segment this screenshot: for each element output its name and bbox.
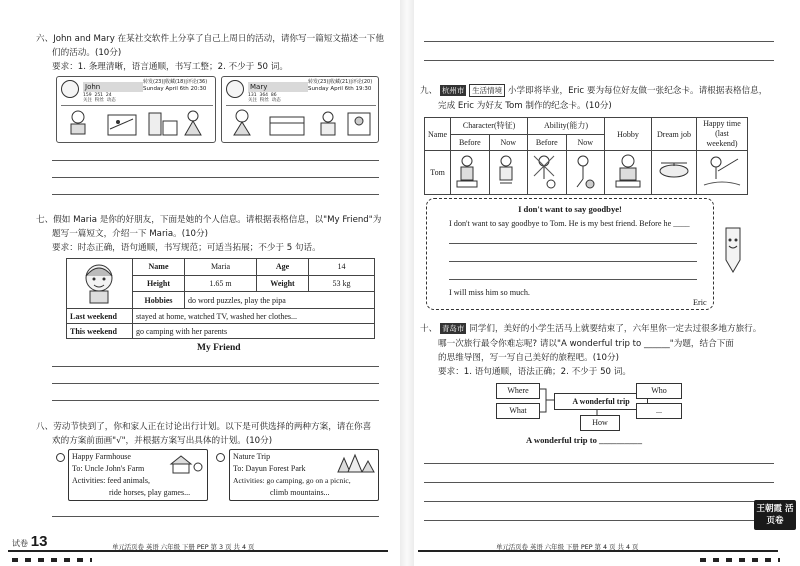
q7-requirement: 要求：时态正确，语句通顺，书写规范；可适当拓展；不少于 5 句话。 — [52, 243, 321, 253]
plan2-destination: To: Dayun Forest Park — [233, 464, 306, 473]
character-before: Before — [451, 134, 489, 151]
name-header: Name — [425, 118, 451, 151]
this-weekend-value: go camping with her parents — [133, 324, 375, 339]
q6-requirement: 要求：1. 条理清晰，语言通顺，书写工整；2. 不少于 50 词。 — [52, 62, 288, 72]
happy-time-label: Happy time — [703, 119, 741, 128]
plan2-activities: Activities: go camping, go on a picnic, — [233, 476, 351, 485]
q9-prompt-line2: 完成 Eric 为好友 Tom 制作的纪念卡。(10分) — [438, 101, 612, 111]
name-label: Name — [133, 259, 185, 276]
mindmap-how: How — [580, 415, 620, 431]
q10-prompt-line3: 的思维导图，写一写自己美好的旅程吧。(10分) — [438, 353, 619, 363]
plan2-card — [229, 449, 379, 501]
mindmap-where: Where — [496, 383, 540, 399]
page-number-badge — [12, 533, 72, 550]
writing-line[interactable] — [52, 366, 379, 367]
writing-line[interactable] — [424, 482, 774, 483]
q9-prompt-rest: 小学即将毕业，Eric 要为每位好友做一张纪念卡。请根据表格信息， — [507, 86, 768, 96]
writing-line[interactable] — [52, 194, 379, 195]
q7-essay-title: My Friend — [197, 343, 241, 353]
last-weekend-value: stayed at home, watched TV, washed her clothes... — [133, 309, 375, 324]
q8-prompt-line2: 欢的方案前面画"√"，并根据方案写出具体的计划。(10分) — [52, 436, 273, 446]
tom-dream-job-picture — [652, 151, 697, 195]
plan2-title: Nature Trip — [233, 452, 271, 461]
ability-now: Now — [566, 134, 604, 151]
name-value: Maria — [185, 259, 257, 276]
tom-ability-now-picture — [566, 151, 604, 195]
maria-info-table — [66, 258, 375, 339]
writing-line[interactable] — [52, 160, 379, 161]
tom-character-before-picture — [451, 151, 489, 195]
q10-essay-title: A wonderful trip to __________ — [526, 435, 643, 445]
q7-prompt-line1: 七、假如 Maria 是你的好朋友，下面是她的个人信息。请根据表格信息，以"My Friend"为 — [36, 215, 382, 225]
mary-post-meta: 转发(23)|收藏(21)|评论(20) — [308, 79, 373, 85]
q10-number: 十、 — [420, 324, 438, 334]
dream-job-header: Dream job — [652, 118, 697, 151]
forest-picture — [334, 452, 376, 474]
card-first-line: I don't want to say goodbye to Tom. He is my best friend. Before he ____ — [449, 219, 690, 228]
memorial-card — [426, 198, 714, 310]
q6-prompt-line1: 六、John and Mary 在某社交软件上分享了自己上周日的活动，请你写一篇短文描述一下他 — [36, 34, 384, 44]
john-name: John — [83, 82, 143, 92]
writing-line[interactable] — [424, 41, 774, 42]
q9-number: 九、 — [420, 86, 438, 96]
writing-line[interactable] — [52, 177, 379, 178]
q10-requirement: 要求：1. 语句通顺，语法正确；2. 不少于 50 词。 — [438, 367, 631, 377]
height-value: 1.65 m — [185, 275, 257, 292]
writing-line[interactable] — [52, 400, 379, 401]
john-post-card — [56, 76, 216, 143]
maria-picture-cell — [67, 259, 133, 309]
plan1-card — [68, 449, 208, 501]
q6-prompt-line2: 们的活动。(10分) — [52, 48, 122, 58]
mary-stats: 131 364 86 关注 粉丝 动态 — [248, 93, 281, 103]
q7-prompt-line2: 题写一篇短文，介绍一下 Maria。(10分) — [52, 229, 208, 239]
mindmap-more: ... — [636, 403, 682, 419]
plan1-destination: To: Uncle John's Farm — [72, 464, 145, 473]
plan1-checkbox[interactable] — [56, 453, 65, 462]
happy-time-sub: (last weekend) — [706, 129, 738, 148]
left-footer-text: 单元活页卷 英语 六年级 下册 PEP 第 3 页 共 4 页 — [112, 543, 255, 551]
mary-name: Mary — [248, 82, 308, 92]
weight-value: 53 kg — [309, 275, 375, 292]
tom-hobby-picture — [605, 151, 652, 195]
plan2-checkbox[interactable] — [216, 453, 225, 462]
height-label: Height — [133, 275, 185, 292]
footer-dash-decoration — [12, 558, 92, 562]
plan1-activities-cont: ride horses, play games... — [109, 488, 191, 497]
right-footer-text: 单元活页卷 英语 六年级 下册 PEP 第 4 页 共 4 页 — [496, 543, 639, 551]
card-title: I don't want to say goodbye! — [518, 204, 622, 214]
tom-happy-time-picture — [697, 151, 748, 195]
hobby-header: Hobby — [605, 118, 652, 151]
divider — [61, 105, 213, 106]
john-stats: 159 251 24 关注 粉丝 动态 — [83, 93, 116, 103]
mary-post-card — [221, 76, 379, 143]
hobbies-value: do word puzzles, play the pipa — [185, 292, 375, 309]
farmhouse-picture — [167, 452, 205, 474]
city-tag: 杭州市 — [441, 86, 465, 95]
john-activity-pictures — [63, 107, 211, 140]
writing-line[interactable] — [424, 463, 774, 464]
john-post-meta: 转发(23)|收藏(18)|评论(36) — [143, 79, 208, 85]
character-header: Character(特征) — [451, 118, 528, 135]
age-label: Age — [257, 259, 309, 276]
q10-prompt-line2: 哪一次旅行最令你难忘呢? 请以"A wonderful trip to ______"为题，结合下面 — [438, 339, 734, 349]
writing-line[interactable] — [424, 520, 774, 521]
tom-character-now-picture — [489, 151, 527, 195]
divider — [226, 105, 376, 106]
mary-avatar — [226, 80, 244, 98]
footer-dash-decoration — [700, 558, 780, 562]
mary-post-date: Sunday April 6th 19:30 — [308, 86, 372, 92]
character-now: Now — [489, 134, 527, 151]
writing-line[interactable] — [424, 501, 774, 502]
tom-ability-before-picture — [528, 151, 566, 195]
q8-prompt-line1: 八、劳动节快到了，你和家人正在讨论出行计划。以下是可供选择的两种方案，请在你喜 — [36, 422, 372, 432]
badge-number: 13 — [30, 533, 48, 550]
card-closing: I will miss him so much. — [449, 288, 530, 297]
weight-label: Weight — [257, 275, 309, 292]
q10-prompt-rest: 同学们，美好的小学生活马上就要结束了，六年里你一定去过很多地方旅行。 — [469, 324, 762, 334]
mindmap-what: What — [496, 403, 540, 419]
plan1-activities: Activities: feed animals, — [72, 476, 150, 485]
writing-line[interactable] — [52, 383, 379, 384]
happy-time-header — [697, 118, 748, 151]
q9-prompt-line1 — [420, 84, 767, 97]
writing-line[interactable] — [449, 243, 697, 244]
context-tag: 生活情境 — [469, 84, 505, 97]
john-post-date: Sunday April 6th 20:30 — [143, 86, 207, 92]
last-weekend-label: Last weekend — [67, 309, 133, 324]
maria-cartoon — [70, 260, 128, 304]
writing-line[interactable] — [52, 516, 379, 517]
age-value: 14 — [309, 259, 375, 276]
plan1-title: Happy Farmhouse — [72, 452, 131, 461]
city-tag: 青岛市 — [441, 324, 465, 333]
mindmap-who: Who — [636, 383, 682, 399]
badge-prefix: 试卷 — [12, 539, 28, 548]
writing-line[interactable] — [424, 60, 774, 61]
john-avatar — [61, 80, 79, 98]
pencil-mascot-icon — [718, 224, 748, 274]
mary-activity-pictures — [228, 107, 374, 140]
mindmap-center: A wonderful trip — [554, 393, 648, 410]
this-weekend-label: This weekend — [67, 324, 133, 339]
ability-before: Before — [528, 134, 566, 151]
plan2-activities-cont: climb mountains... — [270, 488, 330, 497]
card-signature: Eric — [693, 298, 707, 307]
tom-name: Tom — [425, 151, 451, 195]
tom-info-table — [424, 117, 748, 195]
q10-prompt-line1 — [420, 323, 761, 335]
hobbies-label: Hobbies — [133, 292, 185, 309]
brand-stamp-logo: 王朝霞 活页卷 — [754, 500, 796, 530]
ability-header: Ability(能力) — [528, 118, 605, 135]
writing-line[interactable] — [449, 279, 697, 280]
writing-line[interactable] — [449, 261, 697, 262]
page-gutter — [400, 0, 414, 566]
